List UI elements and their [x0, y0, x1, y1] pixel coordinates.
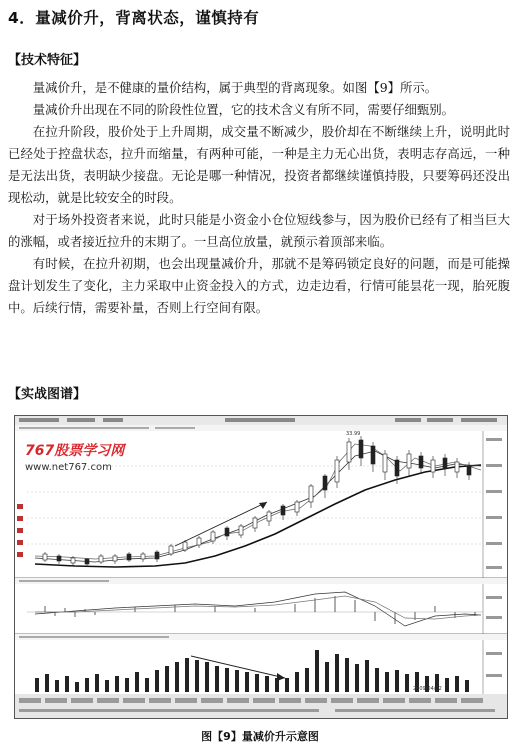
paragraph: 对于场外投资者来说，此时只能是小资金小仓位短线参与，因为股价已经有了相当巨大的涨幅，或者接近拉升的末期了。一旦高位放量，就预示着顶部来临。	[8, 212, 510, 249]
watermark-url: www.net767.com	[25, 462, 112, 473]
paragraph: 量减价升，是不健康的量价结构，属于典型的背离现象。如图【9】所示。	[32, 80, 438, 95]
figure-caption: 图【9】量减价升示意图	[201, 730, 319, 743]
paragraph: 量减价升出现在不同的阶段性位置，它的技术含义有所不同，需要仔细甄别。	[32, 102, 455, 117]
ma-long-line	[35, 465, 481, 567]
volume-bars	[35, 650, 469, 692]
section-heading-chart: 【实战图谱】	[8, 387, 87, 402]
page-title: 4．量减价升，背离状态，谨慎持有	[8, 9, 260, 27]
watermark-brand: 767股票学习网	[25, 443, 125, 459]
date-label: 2009/04/22	[413, 686, 442, 692]
section-heading-features: 【技术特征】	[8, 53, 87, 68]
watermark	[25, 440, 124, 473]
paragraph: 在拉升阶段，股价处于上升周期，成交量不断减少，股价却在不断继续上升，说明此时已经处于控盘状态，拉升而缩量，有两种可能，一种是主力无心出货，表明志存高远，一种是无法出货，表明缺少接盘。无论是哪一种情况，投资者都继续谨慎持股，只要筹码还没出现松动，就是比较安全的时段。	[8, 124, 510, 205]
body-text	[8, 77, 510, 319]
peak-price-label: 33.99	[346, 431, 361, 437]
chart-tab-strip	[15, 694, 507, 718]
paragraph: 有时候，在拉升初期，也会出现量减价升，那就不是筹码锁定良好的问题，而是可能操盘计划发生了变化，主力采取中止资金投入的方式，边走边看，行情可能昙花一现，胎死腹中。后续行情，需要补量，否则上行空间有限。	[8, 256, 510, 315]
stock-chart-figure	[14, 415, 508, 719]
